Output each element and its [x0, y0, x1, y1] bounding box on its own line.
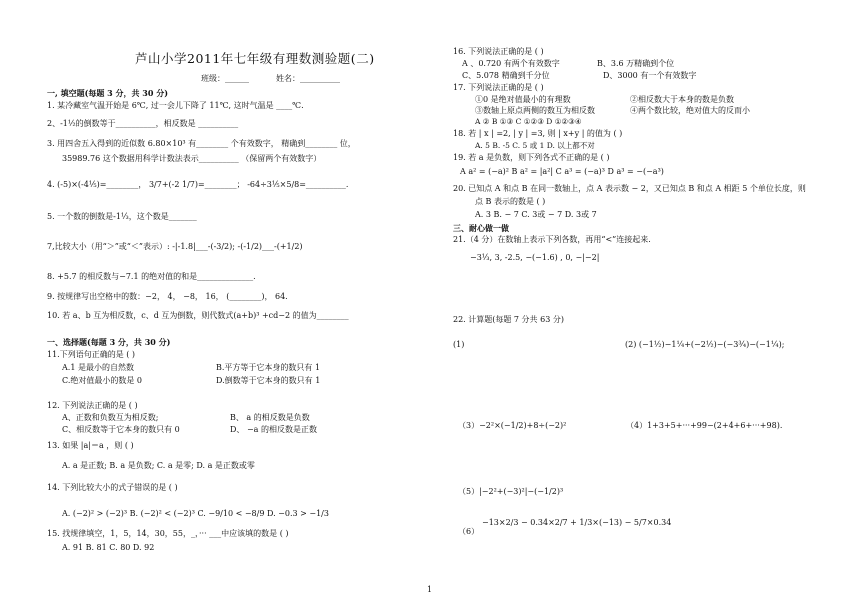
- section1-heading: 一, 填空题(每题 3 分，共 30 分): [47, 88, 168, 98]
- page-number: 1: [427, 585, 433, 594]
- question-17-statement-3: ③数轴上原点两侧的数互为相反数: [475, 106, 595, 115]
- question-19-options: A a² = (−a)² B a² = |a²| C a³ = (−a)³ D a³ = −(−a³): [460, 167, 664, 176]
- question-7: 7,比较大小（用“＞”或“＜”表示）: -|-1.8|___-(-3/2); -(-1/2)___-(+1/2): [47, 242, 303, 251]
- question-1: 1. 某冷藏室气温开始是 6℃, 过一会儿下降了 11℃, 这时气温是 ____℃.: [47, 101, 304, 110]
- problem-2: (2) (−1½)−1¼+(−2½)−(−3¾)−(−1¼);: [625, 340, 785, 349]
- question-22: 22. 计算题(每题 7 分共 63 分): [453, 315, 564, 324]
- question-13-options: A. a 是正数; B. a 是负数; C. a 是零; D. a 是正数或零: [62, 461, 255, 470]
- question-20-options: A. 3 B. − 7 C. 3或 − 7 D. 3或 7: [475, 210, 597, 219]
- question-21-numbers: −3⅓, 3, -2.5, −(−1.6) , 0, −|−2|: [470, 253, 600, 262]
- question-11: 11.下列语句正确的是 ( ): [47, 350, 136, 359]
- question-10: 10. 若 a、b 互为相反数，c、d 互为倒数，则代数式(a+b)³ +cd−2 的值为________: [47, 311, 349, 320]
- question-11-option-c: C.绝对值最小的数是 0: [62, 376, 143, 385]
- question-16-option-d: D、3000 有一个有效数字: [603, 71, 697, 80]
- page-title: 芦山小学2011年七年级有理数测验题(二): [135, 51, 375, 66]
- question-18-options: A. 5 B. -5 C. 5 或 1 D. 以上都不对: [475, 141, 595, 150]
- question-17-statement-1: ①0 是绝对值最小的有理数: [475, 95, 571, 104]
- question-15-options: A. 91 B. 81 C. 80 D. 92: [62, 543, 155, 552]
- question-16-option-c: C、5.078 精确到千分位: [462, 71, 550, 80]
- question-12: 12. 下列说法正确的是 ( ): [47, 401, 138, 410]
- question-14-options: A. (−2)² > (−2)³ B. (−2)² < (−2)³ C. −9/10 < −8/9 D. −0.3 > −1/3: [62, 509, 329, 518]
- question-17-options: A ② B ①③ C ①②③ D ①②③④: [475, 117, 582, 126]
- question-4: 4. (-5)×(-4⅕)=________， 3/7+(-2 1/7)=________； -64÷3⅕×5/8=__________.: [47, 180, 349, 189]
- question-2: 2、-1½的倒数等于__________，相反数是 __________: [47, 119, 239, 128]
- question-9: 9. 按规律写出空格中的数：−2， 4， −8， 16， (________)， 64.: [47, 292, 288, 301]
- name-label: 姓名：__________: [276, 74, 340, 83]
- question-12-option-d: D、 −a 的相反数是正数: [230, 425, 317, 434]
- question-15: 15. 找规律填空，1，5，14，30，55，_，··· ___中应该填的数是 ( ): [47, 529, 289, 538]
- problem-5: （5）|−2²+(−3)²|−(−1/2)³: [458, 487, 564, 496]
- question-11-option-d: D.倒数等于它本身的数只有 1: [216, 376, 321, 385]
- question-16-option-b: B、3.6 万精确到个位: [597, 59, 675, 68]
- question-11-option-b: B.平方等于它本身的数只有 1: [216, 363, 321, 372]
- question-16: 16. 下列说法正确的是 ( ): [453, 47, 544, 56]
- question-20-line1: 20. 已知点 A 和点 B 在同一数轴上，点 A 表示数 − 2，又已知点 B 和点 A 相距 5 个单位长度，则: [453, 184, 806, 193]
- question-3-line1: 3. 用四舍五入得到的近似数 6.80×10³ 有________ 个有效数字， 精确到________ 位，: [47, 139, 356, 148]
- question-11-option-a: A.1 是最小的自然数: [62, 363, 134, 372]
- question-5: 5. 一个数的倒数是-1⅓，这个数是_______: [47, 212, 197, 221]
- class-label: 班级：______: [201, 74, 249, 83]
- question-16-option-a: A 、0.720 有两个有效数字: [462, 59, 560, 68]
- question-21: 21.（4 分）在数轴上表示下列各数，再用“<”连接起来.: [453, 235, 651, 244]
- problem-6-expression: −13×2/3 − 0.34×2/7 + 1/3×(−13) − 5/7×0.34: [482, 518, 672, 527]
- problem-6-label: （6）: [458, 527, 480, 536]
- question-12-option-a: A、正数和负数互为相反数;: [62, 413, 159, 422]
- problem-4: （4）1+3+5+···+99−(2+4+6+···+98).: [626, 421, 783, 430]
- question-13: 13. 如果 |a|＝a ，则 ( ): [47, 441, 134, 450]
- problem-3: （3）−2²×(−1/2)+8÷(−2)²: [458, 421, 567, 430]
- question-14: 14. 下列比较大小的式子错误的是 ( ): [47, 483, 178, 492]
- section2-heading: 一、选择题(每题 3 分，共 30 分): [47, 337, 171, 347]
- question-17-statement-2: ②相反数大于本身的数是负数: [630, 95, 734, 104]
- question-17-statement-4: ④两个数比较，绝对值大的反而小: [630, 106, 750, 115]
- question-17: 17. 下列说法正确的是 ( ): [453, 83, 544, 92]
- question-20-line2: 点 B 表示的数是 ( ): [475, 197, 546, 206]
- question-12-option-b: B、 a 的相反数是负数: [230, 413, 310, 422]
- question-3-line2: 35989.76 这个数据用科学计数法表示__________ （保留两个有效数字）: [62, 154, 322, 163]
- section3-heading: 三、耐心做一做: [453, 223, 509, 233]
- problem-1: (1): [453, 340, 465, 349]
- question-19: 19. 若 a 是负数，则下列各式不正确的是 ( ): [453, 153, 610, 162]
- question-18: 18. 若 | x | =2, | y | =3, 则 | x+y | 的值为 ( ): [453, 129, 623, 138]
- question-8: 8. +5.7 的相反数与−7.1 的绝对值的和是______________.: [47, 272, 256, 281]
- question-12-option-c: C、相反数等于它本身的数只有 0: [62, 425, 180, 434]
